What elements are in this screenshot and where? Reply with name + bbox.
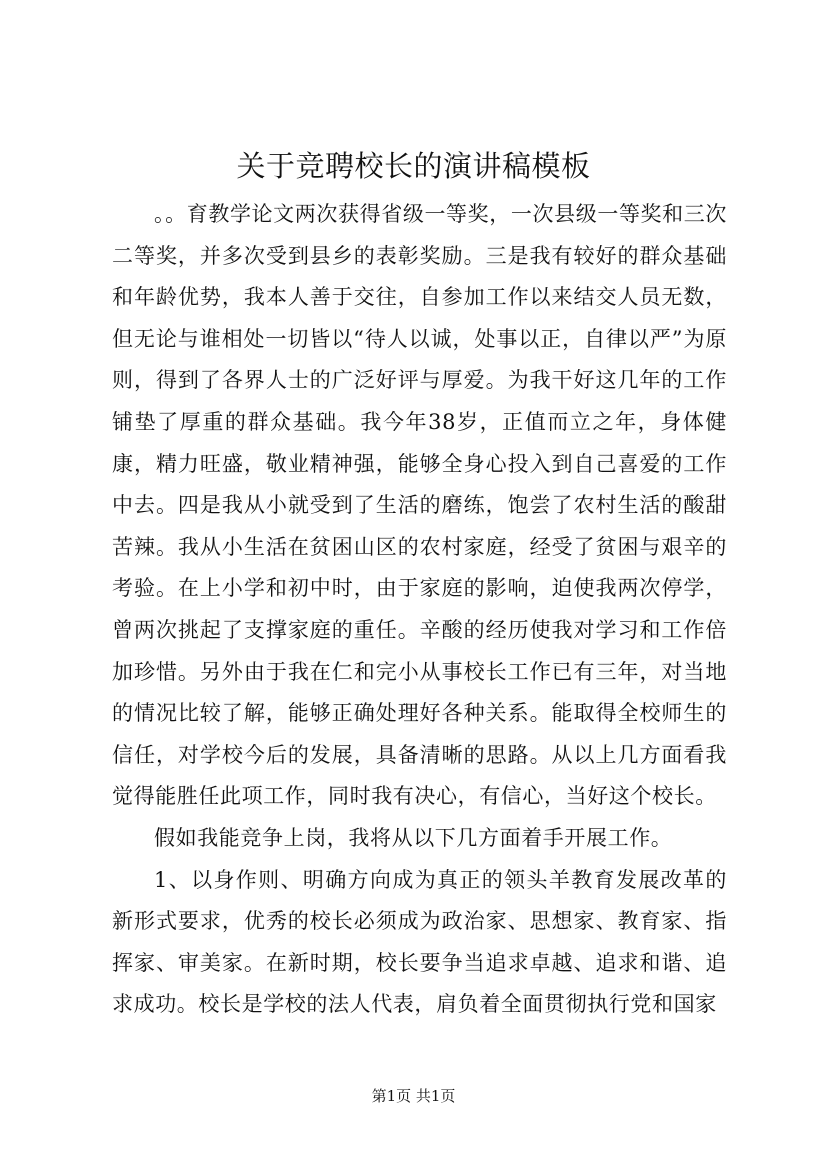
- page-number-footer: 第1页 共1页: [371, 1087, 456, 1105]
- body-paragraph-1: 。。育教学论文两次获得省级一等奖，一次县级一等奖和三次二等奖，并多次受到县乡的表彰奖励。三是我有较好的群众基础和年龄优势，我本人善于交往，自参加工作以来结交人员无数，但无论与谁相处一切皆以“待人以诚，处事以正，自律以严”为原则，得到了各界人士的广泛好评与厚爱。为我干好这几年的工作铺垫了厚重的群众基础。我今年38岁，正值而立之年，身体健康，精力旺盛，敬业精神强，能够全身心投入到自己喜爱的工作中去。四是我从小就受到了生活的磨练，饱尝了农村生活的酸甜苦辣。我从小生活在贫困山区的农村家庭，经受了贫困与艰辛的考验。在上小学和初中时，由于家庭的影响，迫使我两次停学，曾两次挑起了支撑家庭的重任。辛酸的经历使我对学习和工作倍加珍惜。另外由于我在仁和完小从事校长工作已有三年，对当地的情况比较了解，能够正确处理好各种关系。能取得全校师生的信任，对学校今后的发展，具备清晰的思路。从以上几方面看我觉得能胜任此项工作，同时我有决心，有信心，当好这个校长。: [112, 202, 727, 809]
- body-paragraph-2: 假如我能竞争上岗，我将从以下几方面着手开展工作。: [154, 825, 673, 850]
- body-paragraph-3: 1、以身作则、明确方向成为真正的领头羊教育发展改革的新形式要求，优秀的校长必须成为政治家、思想家、教育家、指挥家、审美家。在新时期，校长要争当追求卓越、追求和谐、追求成功。校长是学校的法人代表，肩负着全面贯彻执行党和国家: [112, 867, 727, 1017]
- document-body: [112, 194, 727, 1026]
- document-title: 关于竞聘校长的演讲稿模板: [236, 149, 591, 183]
